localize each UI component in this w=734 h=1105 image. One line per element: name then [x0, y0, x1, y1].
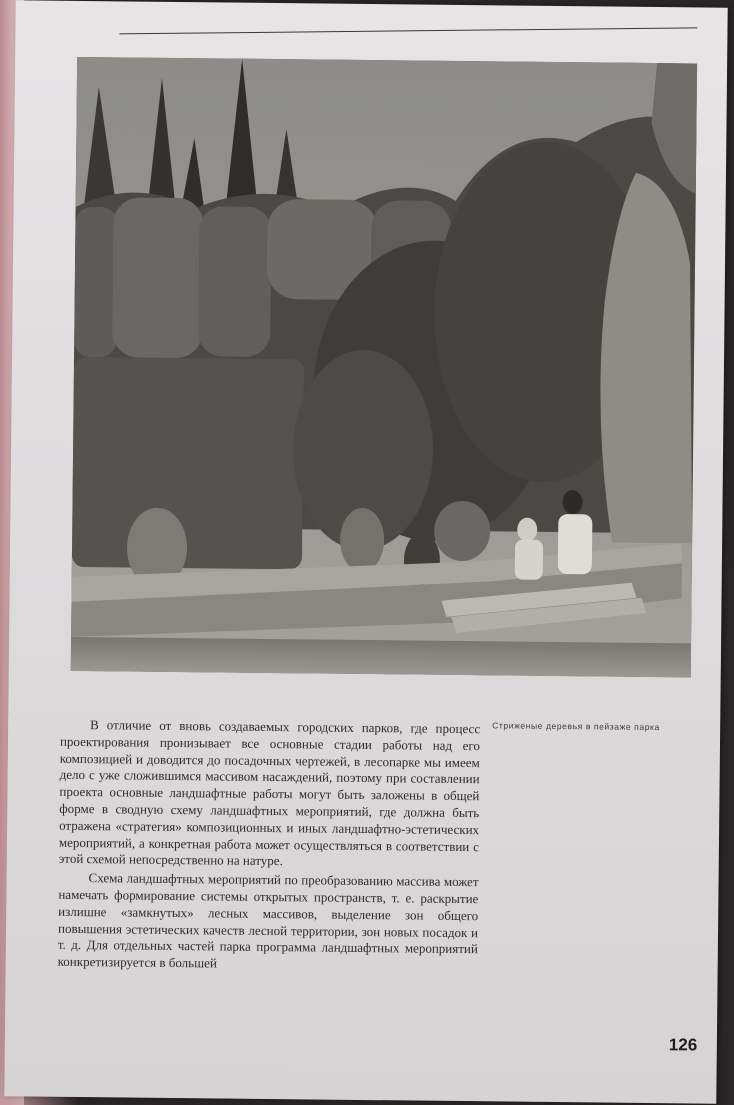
park-photo-illustration — [71, 57, 697, 677]
paragraph-1: В отличие от вновь создаваемых городских парков, где процесс проектирования пронизывает все основные стадии работы над его композицией и доводится до посадочных чертежей, в лесопарке мы имеем дело с уже сложившимся массивом насаждений, поэтому при составлении проекта основные ландшафтные работы могут быть заложены в общей форме в сводную схему ландшафтных мероприятий, где должна быть отражена «стратегия» композиционных и иных ландшафтно-эстетических мероприятий, а конкретная работа может осуществляться в соответствии с этой схемой непосредственно на натуре. — [58, 717, 481, 869]
book-page — [4, 0, 727, 1103]
park-photo — [71, 57, 697, 677]
paragraph-2: Схема ландшафтных мероприятий по преобразованию массива может намечать формирование системы открытых пространств, т. е. раскрытие излишне «замкнутых» лесных массивов, выделение зон общего повышения эстетических качеств лесной территории, зон новых посадок и т. д. Для отдельных частей парка программа ландшафтных мероприятий конкретизируется в большей — [57, 870, 479, 971]
body-text — [58, 717, 481, 977]
page-number: 126 — [668, 1035, 698, 1055]
photo-caption: Стриженые деревья в пейзаже парка — [492, 720, 660, 733]
header-rule — [119, 27, 697, 34]
